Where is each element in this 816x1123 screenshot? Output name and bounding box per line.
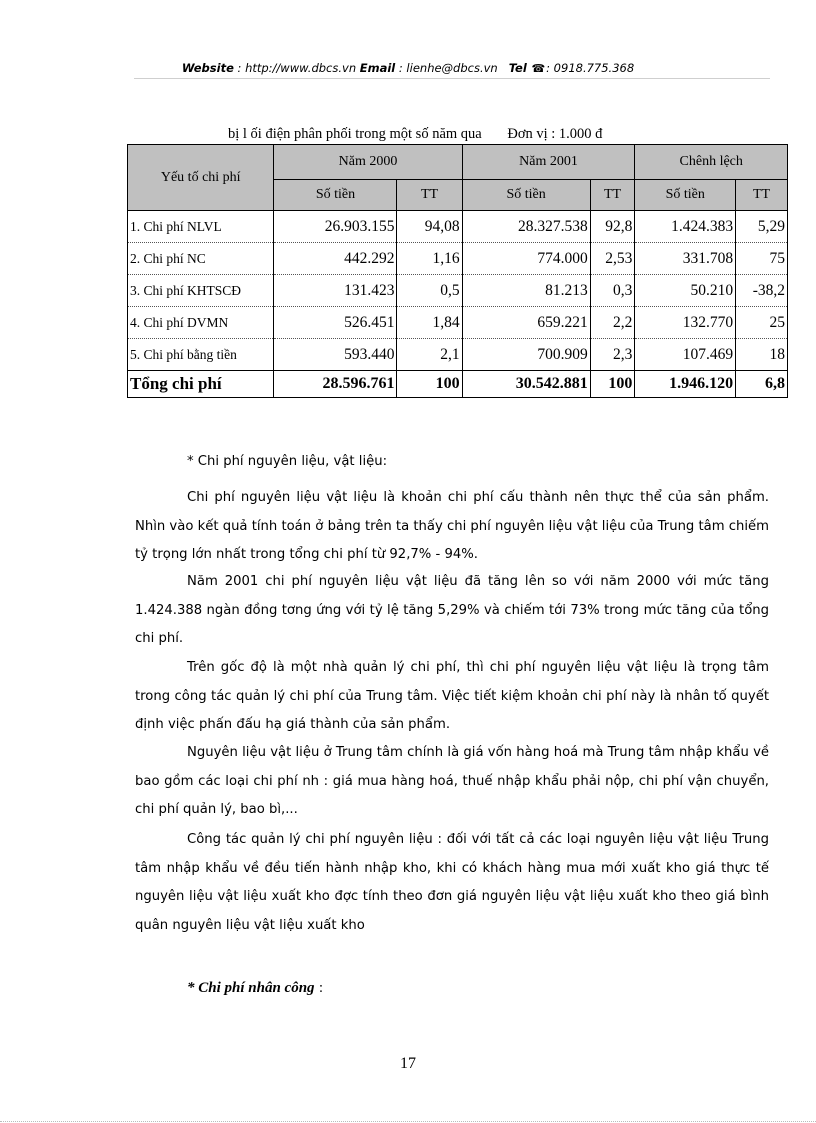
cell-amount-diff: 1.424.383 [635, 211, 736, 243]
cell-tt-2001: 2,3 [590, 339, 635, 371]
header-tt-2000: TT [397, 180, 462, 211]
email-value: : lienhe@dbcs.vn [398, 61, 498, 75]
tel-label: Tel [508, 61, 527, 75]
cell-tt-2001: 92,8 [590, 211, 635, 243]
table-row [128, 275, 788, 307]
website-label: Website [181, 61, 234, 75]
paragraph: Chi phí nguyên liệu vật liệu là khoản chi phí cấu thành nên thực thể của sản phẩm. Nhìn vào kết quả tính toán ở bảng trên ta thấy chi phí nguyên liệu vật liệu của Trung tâm chiếm tỷ trọng lớn nhất trong tổng chi phí từ 92,7% - 94%. [135, 490, 770, 562]
cell-tt-2000: 1,16 [397, 243, 462, 275]
row-label: 3. Chi phí KHTSCĐ [128, 275, 274, 307]
table-caption [228, 126, 602, 143]
cell-amount-2000: 442.292 [274, 243, 397, 275]
row-label: 2. Chi phí NC [128, 243, 274, 275]
section-heading-materials: * Chi phí nguyên liệu, vật liệu: [187, 454, 388, 469]
row-label: 4. Chi phí DVMN [128, 307, 274, 339]
email-label: Email [359, 61, 396, 75]
table-row [128, 307, 788, 339]
page-number: 17 [400, 1055, 416, 1072]
table-row [128, 339, 788, 371]
total-amount-diff: 1.946.120 [635, 371, 736, 398]
cell-tt-2000: 94,08 [397, 211, 462, 243]
cell-tt-diff: 75 [736, 243, 788, 275]
footer-divider [0, 1121, 816, 1122]
paragraph: Công tác quản lý chi phí nguyên liệu : đối với tất cả các loại nguyên liệu vật liệu Trung tâm nhập khẩu về đều tiến hành nhập kho, khi có khách hàng mua mới xuất kho giá thực tế nguyên liệu vật liệu xuất kho đợc tính theo đơn giá nguyên liệu vật liệu xuất kho theo giá bình quân nguyên liệu vật liệu xuất kho [135, 832, 769, 933]
header-divider [134, 78, 770, 79]
header-tt-diff: TT [736, 180, 788, 211]
total-tt-2001: 100 [590, 371, 635, 398]
website-value: : http://www.dbcs.vn [237, 61, 357, 75]
row-label: 1. Chi phí NLVL [128, 211, 274, 243]
total-tt-2000: 100 [397, 371, 462, 398]
table-total-row [128, 371, 788, 398]
cell-amount-diff: 50.210 [635, 275, 736, 307]
cell-amount-2000: 593.440 [274, 339, 397, 371]
header-amount-diff: Số tiền [635, 180, 736, 211]
cell-tt-diff: 25 [736, 307, 788, 339]
cell-amount-diff: 107.469 [635, 339, 736, 371]
cell-tt-2000: 0,5 [397, 275, 462, 307]
cell-tt-diff: -38,2 [736, 275, 788, 307]
header-amount-2000: Số tiền [274, 180, 397, 211]
total-amount-2001: 30.542.881 [462, 371, 590, 398]
cell-amount-2001: 28.327.538 [462, 211, 590, 243]
cell-tt-2000: 2,1 [397, 339, 462, 371]
cell-amount-diff: 132.770 [635, 307, 736, 339]
table-unit: Đơn vị : 1.000 đ [507, 126, 603, 142]
paragraph: Trên gốc độ là một nhà quản lý chi phí, thì chi phí nguyên liệu vật liệu là trọng tâm trong công tác quản lý chi phí của Trung tâm. Việc tiết kiệm khoản chi phí này là nhân tố quyết định việc phấn đấu hạ giá thành của sản phẩm. [135, 660, 769, 732]
cell-tt-2001: 2,2 [590, 307, 635, 339]
row-label: 5. Chi phí bằng tiền [128, 339, 274, 371]
cell-amount-2000: 26.903.155 [274, 211, 397, 243]
total-amount-2000: 28.596.761 [274, 371, 397, 398]
cell-amount-2001: 81.213 [462, 275, 590, 307]
cell-tt-diff: 18 [736, 339, 788, 371]
total-label: Tổng chi phí [128, 371, 274, 398]
labor-heading-colon: : [314, 981, 324, 996]
labor-heading-text: * Chi phí nhân công [187, 980, 315, 996]
cell-amount-2000: 131.423 [274, 275, 397, 307]
cost-table [127, 144, 788, 398]
cell-amount-diff: 331.708 [635, 243, 736, 275]
table-row [128, 211, 788, 243]
phone-icon: ☎ [531, 62, 546, 75]
paragraph: Nguyên liệu vật liệu ở Trung tâm chính là giá vốn hàng hoá mà Trung tâm nhập khẩu về bao gồm các loại chi phí nh : giá mua hàng hoá, thuế nhập khẩu phải nộp, chi phí vận chuyển, chi phí quản lý, bao bì,... [135, 745, 769, 817]
header-year-2001: Năm 2001 [462, 145, 635, 180]
table-caption-text: bị l ối điện phân phối trong một số năm qua [228, 126, 482, 142]
page-header [0, 61, 816, 75]
tel-value: : 0918.775.368 [546, 61, 635, 75]
header-amount-2001: Số tiền [462, 180, 590, 211]
section-heading-labor [135, 974, 769, 1004]
cell-tt-2001: 0,3 [590, 275, 635, 307]
header-tt-2001: TT [590, 180, 635, 211]
header-difference: Chênh lệch [635, 145, 788, 180]
cell-tt-diff: 5,29 [736, 211, 788, 243]
paragraph: Năm 2001 chi phí nguyên liệu vật liệu đã tăng lên so với năm 2000 với mức tăng 1.424.388 ngàn đồng tơng ứng với tỷ lệ tăng 5,29% và chiếm tới 73% trong mức tăng của tổng chi phí. [135, 574, 769, 646]
table-row [128, 243, 788, 275]
total-tt-diff: 6,8 [736, 371, 788, 398]
cell-amount-2001: 659.221 [462, 307, 590, 339]
header-year-2000: Năm 2000 [274, 145, 462, 180]
cell-tt-2001: 2,53 [590, 243, 635, 275]
header-factor: Yếu tố chi phí [128, 145, 274, 211]
cell-amount-2001: 700.909 [462, 339, 590, 371]
cell-amount-2001: 774.000 [462, 243, 590, 275]
cell-tt-2000: 1,84 [397, 307, 462, 339]
cell-amount-2000: 526.451 [274, 307, 397, 339]
